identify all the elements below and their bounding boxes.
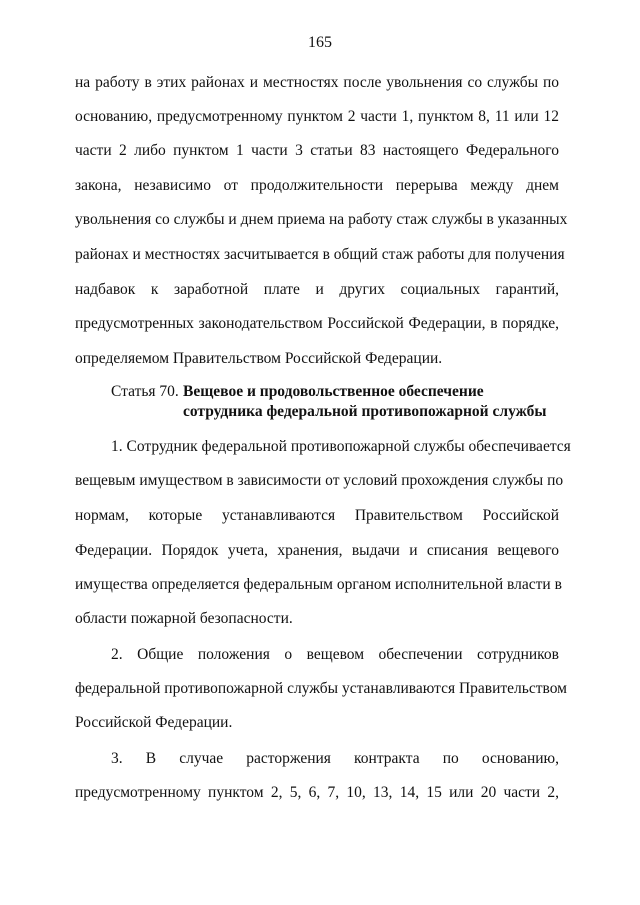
text-line: основанию, предусмотренному пунктом 2 части 1, пунктом 8, 11 или 12 xyxy=(75,108,559,125)
article-title-line2: сотрудника федеральной противопожарной службы xyxy=(183,403,547,420)
text-line: надбавок к заработной плате и других социальных гарантий, xyxy=(75,281,559,298)
text-line: нормам, которые устанавливаются Правительством Российской xyxy=(75,507,559,524)
article-label: Статья 70. xyxy=(111,383,179,400)
text-line: предусмотренных законодательством Российской Федерации, в порядке, xyxy=(75,315,559,332)
text-line: имущества определяется федеральным органом исполнительной власти в xyxy=(75,576,562,593)
text-line: вещевым имуществом в зависимости от условий прохождения службы по xyxy=(75,472,564,489)
text-line: 2. Общие положения о вещевом обеспечении сотрудников xyxy=(111,646,559,663)
text-line: закона, независимо от продолжительности перерыва между днем xyxy=(75,177,559,194)
text-line: предусмотренному пунктом 2, 5, 6, 7, 10, 13, 14, 15 или 20 части 2, xyxy=(75,784,559,801)
text-line: Российской Федерации. xyxy=(75,714,233,731)
text-line: части 2 либо пунктом 1 части 3 статьи 83 настоящего Федерального xyxy=(75,142,559,159)
text-line: увольнения со службы и днем приема на работу стаж службы в указанных xyxy=(75,211,568,228)
text-line: 1. Сотрудник федеральной противопожарной службы обеспечивается xyxy=(111,438,571,455)
page-number: 165 xyxy=(308,34,332,51)
article-heading xyxy=(111,382,571,422)
text-line: районах и местностях засчитывается в общий стаж работы для получения xyxy=(75,246,565,263)
text-line: 3. В случае расторжения контракта по основанию, xyxy=(111,750,559,767)
article-title-line1: Вещевое и продовольственное обеспечение xyxy=(183,383,484,400)
text-line: области пожарной безопасности. xyxy=(75,610,293,627)
text-line: федеральной противопожарной службы устанавливаются Правительством xyxy=(75,680,567,697)
text-line: определяемом Правительством Российской Федерации. xyxy=(75,350,443,367)
text-line: на работу в этих районах и местностях после увольнения со службы по xyxy=(75,74,559,91)
text-line: Федерации. Порядок учета, хранения, выдачи и списания вещевого xyxy=(75,542,559,559)
